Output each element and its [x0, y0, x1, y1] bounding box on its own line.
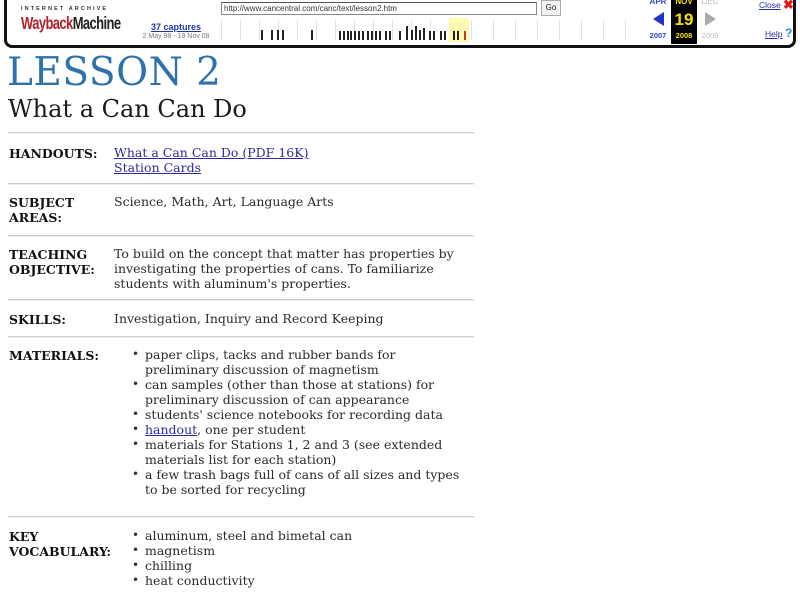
current-day: 19: [674, 10, 694, 29]
arrow-right-icon: [705, 12, 716, 26]
capture-bar: [371, 31, 373, 40]
current-year-highlight: [449, 18, 469, 42]
text-line: preliminary discussion of magnetism: [145, 362, 379, 377]
lesson-title: LESSON 2: [7, 50, 222, 95]
list-item: • chilling: [130, 558, 470, 573]
next-capture: [697, 0, 723, 44]
list-item: [130, 347, 470, 377]
prev-arrow[interactable]: [645, 8, 671, 31]
text-line: materials list for each station): [145, 452, 337, 467]
label-line: TEACHING: [9, 247, 88, 262]
list-item: • aluminum, steel and bimetal can: [130, 528, 470, 543]
capture-timeline[interactable]: [221, 18, 641, 42]
label-line: SUBJECT: [9, 195, 75, 210]
year-tick: [392, 20, 393, 40]
year-tick: [493, 20, 494, 40]
capture-bar: [311, 30, 313, 40]
help-link[interactable]: Help: [765, 29, 783, 39]
list-item: [130, 467, 470, 497]
capture-bar: [385, 31, 387, 40]
year-tick: [471, 20, 472, 40]
skills-value: Investigation, Inquiry and Record Keeping: [114, 311, 384, 326]
prev-month: APR: [649, 0, 667, 6]
capture-bar: [429, 31, 431, 40]
divider: [8, 183, 474, 185]
year-tick: [373, 20, 374, 40]
list-item: • magnetism: [130, 543, 470, 558]
text-line: To build on the concept that matter has properties by: [114, 246, 454, 261]
year-tick: [559, 20, 560, 40]
year-tick: [221, 20, 222, 40]
divider: [8, 516, 474, 518]
list-item: • heat conductivity: [130, 573, 470, 588]
capture-bar: [358, 31, 360, 40]
capture-bar: [277, 30, 279, 40]
divider: [8, 235, 474, 237]
text-line: to be sorted for recycling: [145, 482, 306, 497]
label-line: VOCABULARY:: [9, 544, 111, 559]
year-tick: [515, 20, 516, 40]
help-icon[interactable]: ?: [785, 26, 793, 40]
capture-bar: [453, 31, 455, 40]
handouts-label: HANDOUTS:: [9, 146, 98, 161]
year-tick: [537, 20, 538, 40]
capture-bar: [389, 31, 391, 40]
date-navigator: [645, 0, 753, 44]
capture-bar: [350, 31, 352, 40]
teaching-objective-value: [114, 246, 474, 291]
year-tick: [581, 20, 582, 40]
capture-bar: [411, 30, 413, 40]
handout-link[interactable]: handout: [145, 422, 198, 437]
year-tick: [625, 20, 626, 40]
capture-bar: [354, 31, 356, 40]
capture-bar: [375, 31, 377, 40]
capture-bar: [415, 26, 417, 40]
station-cards-link[interactable]: Station Cards: [114, 160, 202, 175]
logo-word-machine: Machine: [72, 12, 121, 33]
capture-bar: [347, 31, 349, 40]
label-line: OBJECTIVE:: [9, 262, 95, 277]
text-line: materials for Stations 1, 2 and 3 (see extended: [145, 437, 443, 452]
text-line: , one per student: [197, 422, 306, 437]
capture-bar: [271, 30, 273, 40]
year-tick: [240, 20, 241, 40]
url-input[interactable]: http://www.cancentral.com/canc/text/lesson2.htm: [221, 2, 537, 15]
current-month: NOV: [675, 0, 693, 6]
current-capture: [671, 0, 697, 44]
divider: [8, 132, 474, 134]
arrow-left-icon: [653, 12, 664, 26]
list-item: [130, 407, 470, 422]
list-item: [130, 437, 470, 467]
teaching-objective-label: [9, 247, 95, 277]
divider: [8, 299, 474, 301]
handouts-links: [114, 145, 474, 175]
divider: [8, 336, 474, 338]
captures-info: [135, 22, 217, 40]
year-tick: [335, 20, 336, 40]
year-tick: [316, 20, 317, 40]
text-line: can samples (other than those at stations) for: [145, 377, 435, 392]
prev-year: 2007: [649, 31, 667, 40]
current-year: 2008: [675, 31, 693, 40]
text-line: paper clips, tacks and rubber bands for: [145, 347, 396, 362]
capture-bar: [339, 31, 341, 40]
next-year: 2009: [701, 31, 719, 40]
capture-bar: [379, 31, 381, 40]
handout-pdf-link[interactable]: What a Can Can Do (PDF 16K): [114, 145, 309, 160]
vocabulary-list: [130, 528, 470, 588]
go-button[interactable]: Go: [541, 0, 561, 16]
text-line: students' science notebooks for recording data: [145, 407, 443, 422]
logo-word-wayback: Wayback: [21, 12, 73, 33]
capture-date-range: 2 May 98 - 19 Nov 08: [142, 33, 210, 40]
capture-bar: [423, 28, 425, 40]
year-tick: [603, 20, 604, 40]
capture-bar: [433, 31, 435, 40]
label-line: KEY: [9, 529, 39, 544]
wayback-logo[interactable]: [21, 6, 121, 36]
text-line: preliminary discussion of can appearance: [145, 392, 410, 407]
current-capture-bar: [464, 31, 466, 40]
capture-bar: [282, 30, 284, 40]
subject-areas-value: Science, Math, Art, Language Arts: [114, 194, 334, 209]
key-vocabulary-label: [9, 529, 111, 559]
materials-label: MATERIALS:: [9, 348, 100, 363]
materials-list: [130, 347, 470, 497]
lesson-subtitle: What a Can Can Do: [8, 95, 247, 123]
capture-bar: [440, 31, 442, 40]
label-line: AREAS:: [9, 210, 62, 225]
capture-bar: [261, 30, 263, 40]
capture-bar: [367, 31, 369, 40]
capture-bar: [399, 31, 401, 40]
list-item: [130, 422, 470, 437]
skills-label: SKILLS:: [9, 312, 66, 327]
logo-caption: INTERNET ARCHIVE: [21, 6, 109, 12]
text-line: a few trash bags full of cans of all sizes and types: [145, 467, 460, 482]
text-line: investigating the properties of cans. To familiarize: [114, 261, 434, 276]
text-line: students with aluminum's properties.: [114, 276, 351, 291]
capture-bar: [343, 31, 345, 40]
subject-areas-label: [9, 195, 74, 225]
wayback-toolbar: [4, 0, 796, 48]
close-icon[interactable]: ✖: [783, 0, 794, 12]
previous-capture[interactable]: [645, 0, 671, 44]
next-arrow: [697, 8, 723, 31]
capture-bar: [406, 26, 408, 40]
year-tick: [259, 20, 260, 40]
logo-wordmark: [21, 12, 121, 33]
year-tick: [297, 20, 298, 40]
close-link[interactable]: Close: [759, 0, 781, 10]
capture-bar: [457, 31, 459, 40]
captures-link[interactable]: 37 captures: [150, 22, 202, 32]
list-item: [130, 377, 470, 407]
next-month: DEC: [701, 0, 719, 6]
capture-bar: [444, 31, 446, 40]
capture-bar: [419, 30, 421, 40]
capture-bar: [362, 31, 364, 40]
